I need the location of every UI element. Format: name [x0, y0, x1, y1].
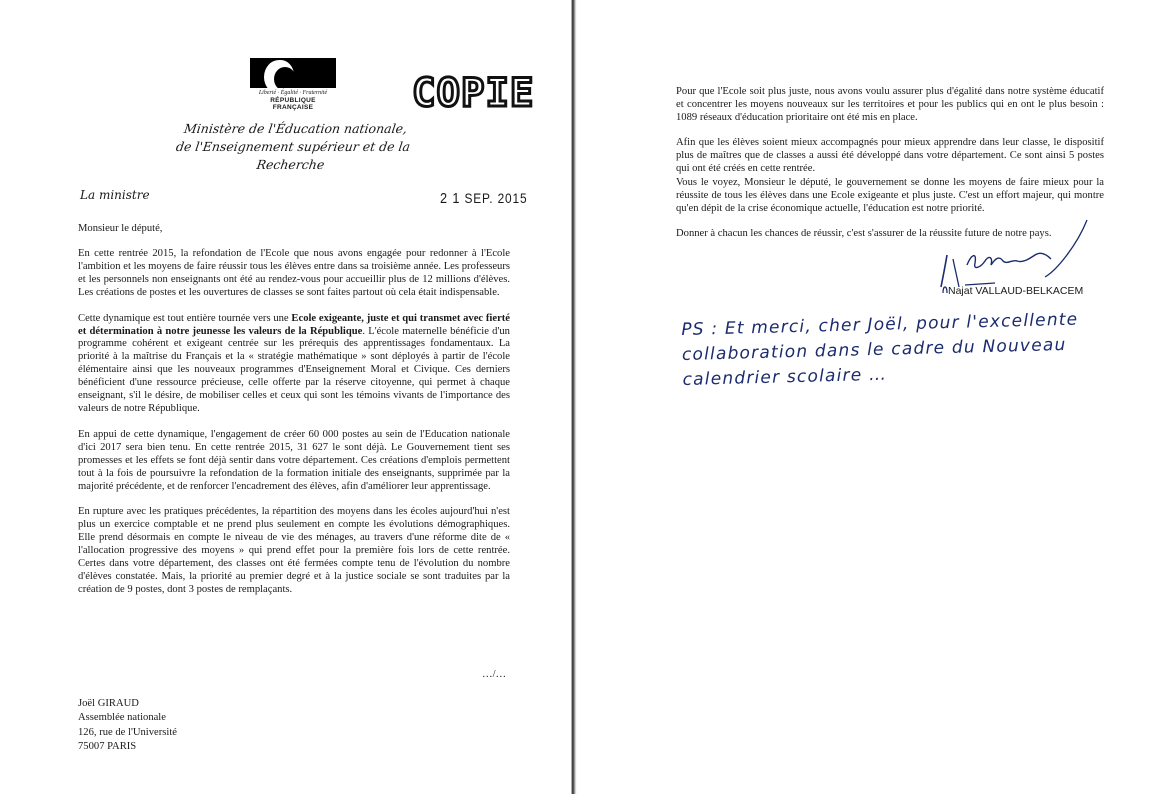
- postscript-line-1: PS : Et merci, cher Joël, pour l'excellente: [681, 309, 1079, 340]
- letter-page-1: [0, 0, 572, 794]
- paragraph-6: Afin que les élèves soient mieux accompagnés pour mieux apprendre dans leur classe, le dispositif plus de maîtres que de classes a aussi été développé dans votre département. Ce sont ainsi 5 postes qui ont été créés en cette rentrée.: [676, 136, 1104, 174]
- recipient-city: 75007 PARIS: [78, 741, 137, 753]
- letter-body-page-1: [78, 248, 510, 610]
- emphasis-text: Ecole exigeante, juste et qui transmet avec fierté et détermination à notre jeunesse les valeurs de la République: [78, 312, 510, 337]
- recipient-name: Joël GIRAUD: [78, 698, 139, 709]
- recipient-institution: Assemblée nationale: [78, 712, 166, 724]
- paragraph-2: Cette dynamique est tout entière tournée vers une Ecole exigeante, juste et qui transmet avec fierté et détermination à notre jeunesse les valeurs de la République. L'école maternelle bénéficie d'un programme cohérent et exigeant centrée sur les prérequis des apprentissages fondamentaux. La priorité à la maîtrise du Français et la « stratégie mathématique » sont déployés à partir de l'école élémentaire ainsi que les nouveaux programmes d'Enseignement Moral et Civique. Ces derniers bénéficient d'une ressource précieuse, celle offerte par la réserve citoyenne, qui permet à chaque enseignant, s'il le désire, de mobiliser celles et ceux qui sont les témoins vivants de l'importance des valeurs de notre République.: [78, 312, 510, 414]
- republic-motto: Liberté · Égalité · Fraternité: [258, 90, 328, 96]
- ministry-line-2: de l'Enseignement supérieur et de la Recherche: [175, 139, 412, 172]
- letter-date: [440, 190, 527, 207]
- ministry-line-1: Ministère de l'Éducation nationale,: [183, 121, 409, 136]
- paragraph-5: Pour que l'Ecole soit plus juste, nous avons voulu assurer plus d'égalité dans notre système éducatif et concentrer les moyens nouveaux sur les territoires et pour les publics qui en ont le plus besoin : 1089 réseaux d'éducation prioritaire ont été mis en place.: [676, 86, 1104, 123]
- ministry-header: [154, 120, 432, 174]
- signer-name: Najat VALLAUD-BELKACEM: [948, 285, 1084, 297]
- postscript-line-2: collaboration dans le cadre du Nouveau: [681, 334, 1067, 365]
- republic-name: RÉPUBLIQUE FRANÇAISE: [270, 97, 316, 111]
- copy-stamp: COPIE: [412, 71, 535, 116]
- postscript-line-3: calendrier scolaire …: [682, 364, 888, 390]
- date-day: 2 1: [440, 190, 461, 207]
- minister-title: La ministre: [80, 188, 150, 202]
- marianne-logo: [250, 58, 336, 110]
- page-divider: [570, 0, 577, 794]
- recipient-address: [78, 697, 177, 755]
- letter-page-2: [577, 0, 1153, 794]
- paragraph-8: Donner à chacun les chances de réussir, c'est s'assurer de la réussite future de notre pays.: [676, 228, 1052, 240]
- paragraph-4: En rupture avec les pratiques précédentes, la répartition des moyens dans les écoles aujourd'hui n'est plus un exercice comptable et ne prend plus seulement en compte les évolutions démographiques. Elle prend désormais en compte le niveau de vie des ménages, au travers d'une réforme dite de « l'allocation progressive des moyens » qui prend effet pour la première fois lors de cette rentrée. Certes dans votre département, des classes ont été fermées compte tenu de l'évolution du nombre d'élèves constatée. Mais, la priorité au premier degré et à la justice sociale se sont traduites par la création de 9 postes, dont 3 postes de remplaçants.: [78, 506, 510, 595]
- handwritten-postscript: [681, 307, 1113, 393]
- paragraph-7: Vous le voyez, Monsieur le député, le gouvernement se donne les moyens de faire mieux pour la réussite de tous les élèves dans une Ecole exigeante et plus juste. C'est un effort majeur, qui montre qu'en dépit de la crise économique actuelle, l'éducation est notre priorité.: [676, 177, 1104, 215]
- paragraph-1: En cette rentrée 2015, la refondation de l'Ecole que nous avons engagée pour redonner à l'Ecole l'ambition et les moyens de faire réussir tous les élèves entre dans sa troisième année. Les professeurs et les personnels non enseignants ont été au rendez-vous pour accueillir plus de 12 millions d'élèves. Les créations de postes et les ouvertures de classes se sont faites partout où cela était indispensable.: [78, 248, 510, 298]
- continued-marker: …/…: [482, 669, 507, 680]
- marianne-emblem-icon: [250, 58, 336, 88]
- paragraph-3: En appui de cette dynamique, l'engagement de créer 60 000 postes au sein de l'Education nationale d'ici 2017 sera bien tenu. En cette rentrée 2015, 31 627 le sont déjà. Le Gouvernement tient ses promesses et les effets se font déjà sentir dans votre département. Ces créations d'emplois permettent tout à la fois de poursuivre la refondation de la formation initiale des enseignants, supprimée par la majorité précédente, et de renforcer l'encadrement des élèves, afin d'améliorer leur apprentissage.: [78, 428, 510, 492]
- salutation: Monsieur le député,: [78, 223, 163, 234]
- date-month-year: SEP. 2015: [464, 190, 528, 206]
- recipient-street: 126, rue de l'Université: [78, 726, 177, 738]
